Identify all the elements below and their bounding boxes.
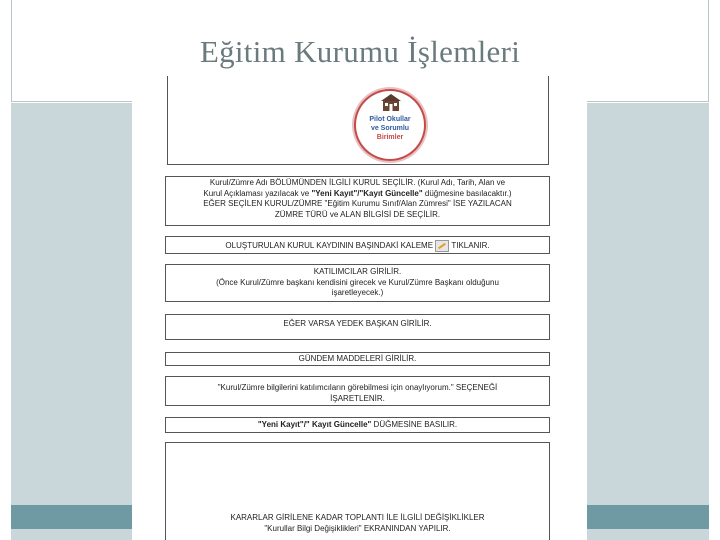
logo-badge	[356, 91, 424, 159]
logo-line-1: Pilot Okullar	[369, 116, 411, 123]
step-click-pencil	[165, 236, 550, 254]
step-8-line-2: "Kurullar Bilgi Değişiklikleri" EKRANINDAN YAPILIR.	[264, 523, 451, 533]
step-1-line-1: Kurul/Zümre Adı BÖLÜMÜNDEN İLGİLİ KURUL SEÇİLİR. (Kurul Adı, Tarih, Alan ve	[209, 178, 506, 187]
step-deputy-chair	[165, 314, 550, 340]
step-6-line-2: İŞARETLENİR.	[330, 393, 385, 403]
step-7-text: DÜĞMESİNE BASILIR.	[371, 420, 458, 429]
step-1-text: Kurul Açıklaması yazılacak ve	[203, 188, 312, 198]
logo-line-3: Birimler	[376, 134, 404, 141]
step-enter-participants	[165, 264, 550, 302]
step-1-line-2	[170, 189, 545, 200]
step-select-kurul	[165, 176, 550, 226]
step-8-line-1: KARARLAR GİRİLENE KADAR TOPLANTI İLE İLGİLİ DEĞİŞİKLİKLER	[230, 513, 485, 522]
step-1-line-4: ZÜMRE TÜRÜ ve ALAN BİLGİSİ DE SEÇİLİR.	[274, 209, 441, 219]
step-2-text: OLUŞTURULAN KURUL KAYDININ BAŞINDAKİ KALEME	[225, 241, 434, 251]
step-2-text-end: TIKLANIR.	[451, 241, 490, 251]
school-building-icon	[380, 93, 402, 113]
step-1-line-3: EĞER SEÇİLEN KURUL/ZÜMRE "Eğitim Kurumu Sınıf/Alan Zümresi" İSE YAZILACAN	[203, 199, 512, 208]
step-1-button-ref: "Yeni Kayıt"/"Kayıt Güncelle"	[311, 188, 423, 198]
flowchart-document	[132, 76, 587, 540]
step-3-line-2: (Önce Kurul/Zümre başkanı kendisini girecek ve Kurul/Zümre Başkanı olduğunu	[216, 277, 499, 287]
logo-label	[356, 115, 424, 142]
step-approve-option	[165, 376, 550, 406]
step-1-text-end: düğmesine basılacaktır.)	[422, 188, 512, 198]
logo	[352, 81, 432, 161]
step-7-button-ref: "Yeni Kayıt"/" Kayıt Güncelle"	[257, 420, 372, 429]
step-6-line-1: "Kurul/Zümre bilgilerini katılımcıların görebilmesi için onaylıyorum." SEÇENEĞİ	[217, 383, 498, 392]
step-3-line-1: KATILIMCILAR GİRİLİR.	[313, 267, 402, 276]
step-3-line-3: işaretleyecek.)	[331, 288, 384, 297]
pencil-edit-icon	[435, 240, 449, 252]
step-changes-screen	[165, 442, 550, 540]
step-agenda-items	[165, 352, 550, 366]
step-4-text: EĞER VARSA YEDEK BAŞKAN GİRİLİR.	[283, 319, 432, 328]
step-press-save	[165, 417, 550, 433]
logo-line-2: ve Sorumlu	[370, 125, 410, 132]
step-5-text: GÜNDEM MADDELERİ GİRİLİR.	[298, 354, 417, 363]
logo-box	[167, 76, 549, 165]
slide-title: Eğitim Kurumu İşlemleri	[199, 34, 521, 69]
